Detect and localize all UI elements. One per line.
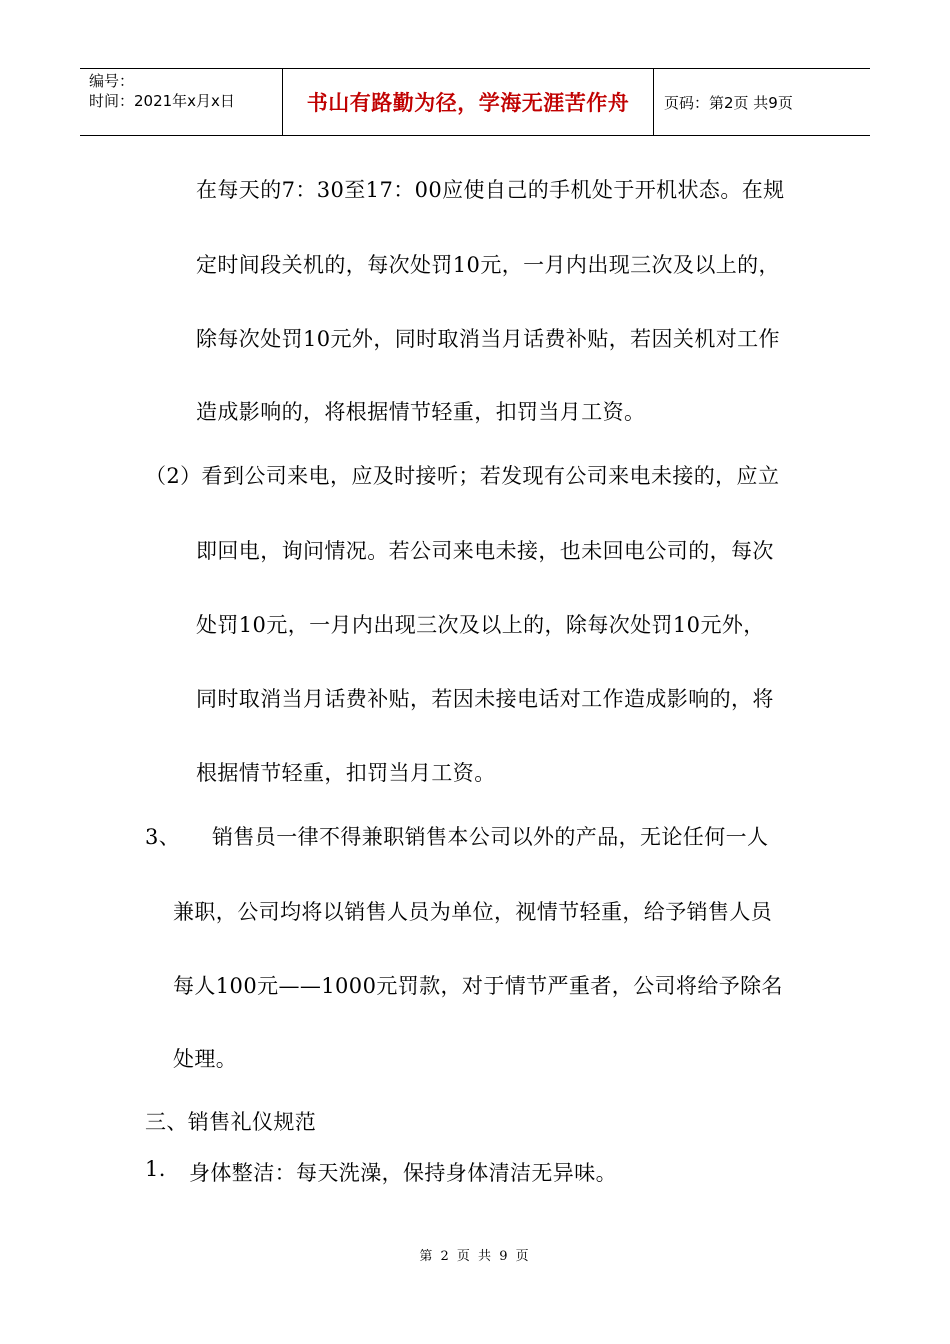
header-motto-cell: [283, 69, 654, 135]
body-line: 造成影响的，将根据情节轻重，扣罚当月工资。: [196, 400, 646, 424]
body-line: （2）看到公司来电，应及时接听；若发现有公司来电未接的，应立: [145, 464, 780, 488]
body-line: 兼职，公司均将以销售人员为单位，视情节轻重，给予销售人员: [173, 900, 773, 924]
page-info: 页码：第2页 共9页: [664, 93, 793, 112]
body-line: 定时间段关机的，每次处罚10元，一月内出现三次及以上的，: [196, 253, 780, 277]
body-line: 即回电，询问情况。若公司来电未接，也未回电公司的，每次: [196, 539, 774, 563]
body-line: 在每天的7：30至17：00应使自己的手机处于开机状态。在规: [196, 178, 785, 202]
body-line: 除每次处罚10元外，同时取消当月话费补贴，若因关机对工作: [196, 327, 780, 351]
item-1-number: 1.: [145, 1157, 166, 1181]
serial-label: 编号：: [89, 72, 135, 90]
section-heading: 三、销售礼仪规范: [145, 1110, 317, 1134]
body-line: 处罚10元，一月内出现三次及以上的，除每次处罚10元外，: [196, 613, 765, 637]
body-line: 每人100元——1000元罚款，对于情节严重者，公司将给予除名: [173, 974, 783, 998]
motto: 书山有路勤为径，学海无涯苦作舟: [306, 91, 630, 115]
page-footer: 第 2 页 共 9 页: [419, 1249, 531, 1264]
header-left-cell: [80, 69, 283, 135]
body-line: 根据情节轻重，扣罚当月工资。: [196, 761, 496, 785]
time-label: 时间：2021年x月x日: [89, 92, 235, 110]
body-line: 处理。: [173, 1047, 238, 1071]
header-right-cell: [654, 69, 870, 135]
body-line: 同时取消当月话费补贴，若因未接电话对工作造成影响的，将: [196, 687, 774, 711]
body-line: 身体整洁：每天洗澡，保持身体清洁无异味。: [189, 1161, 617, 1185]
item-3-number: 3、: [145, 825, 181, 849]
header-table: [80, 68, 870, 136]
body-line: 销售员一律不得兼职销售本公司以外的产品，无论任何一人: [212, 825, 769, 849]
